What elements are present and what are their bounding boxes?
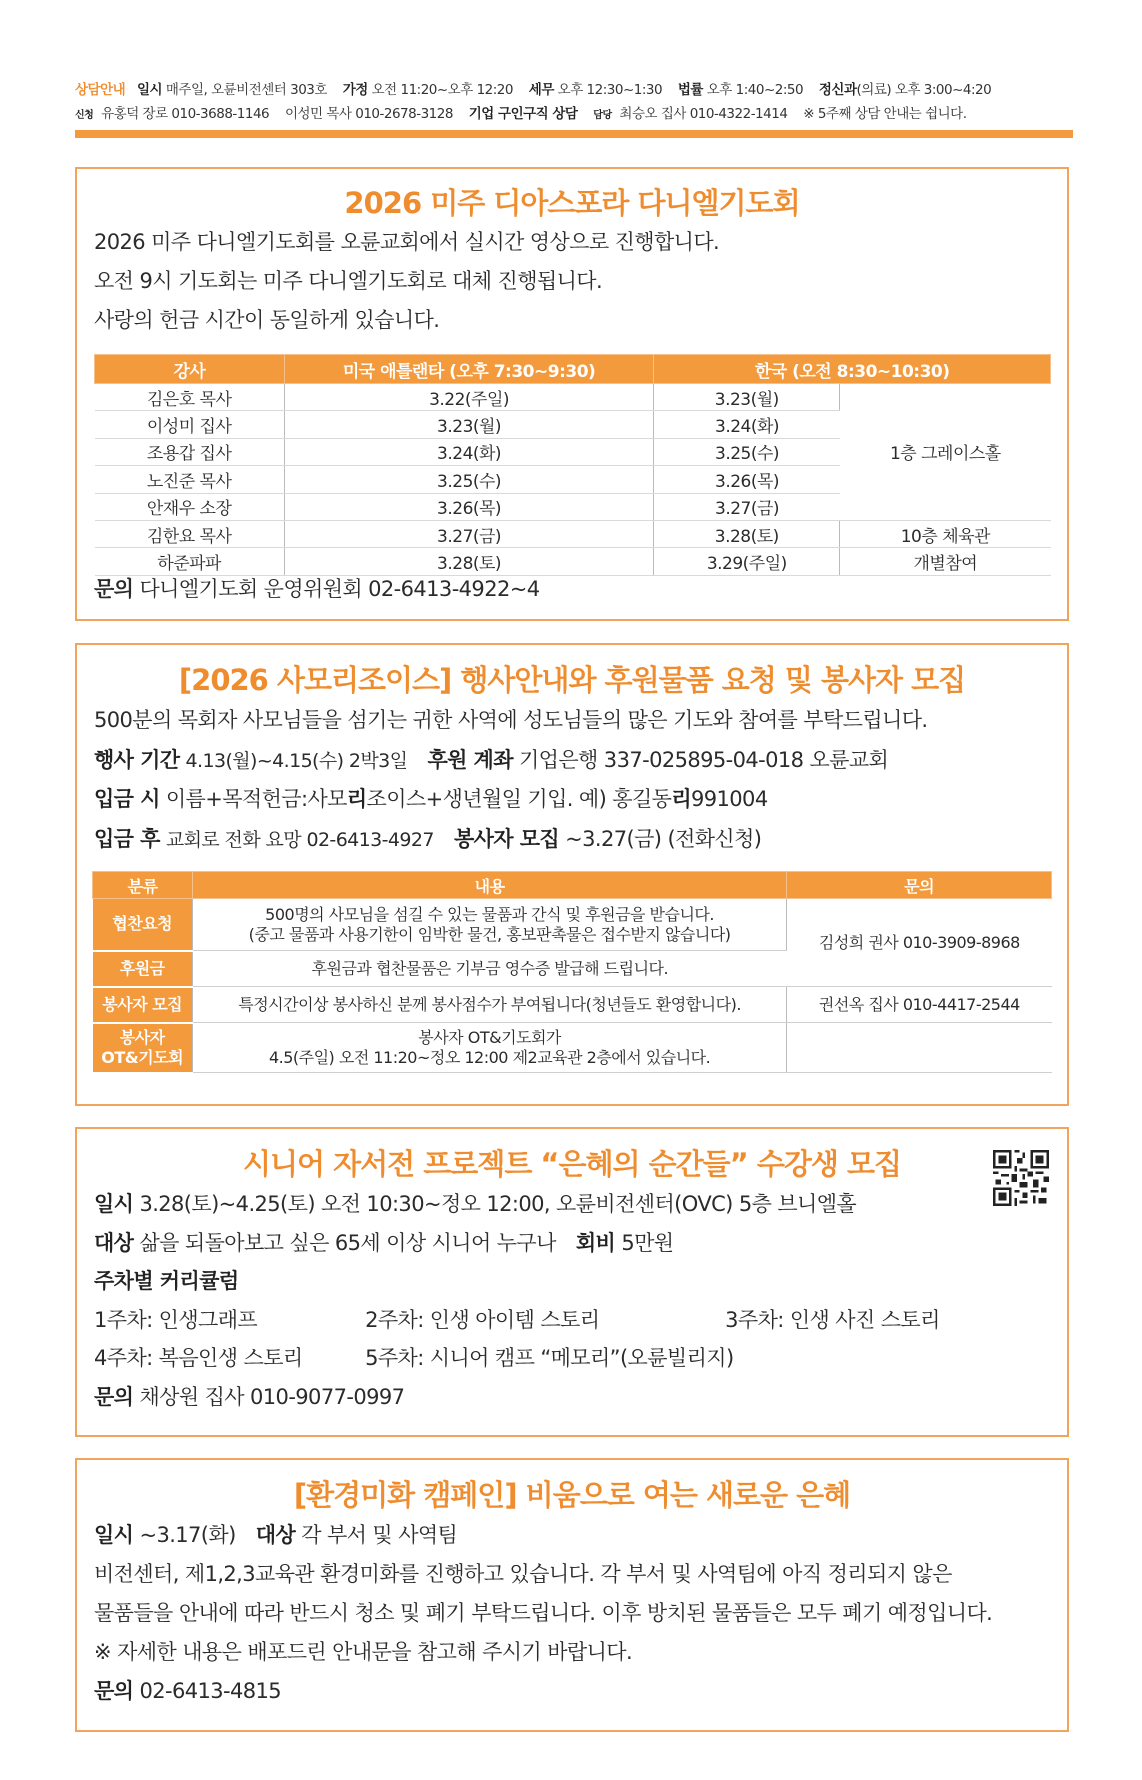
target-value: 각 부서 및 사역팀 [301,1523,458,1547]
job-label: 기업 구인구직 상담 [468,106,578,122]
category-cell: 협찬요청 [93,899,193,951]
date-value: ~3.17(화) [139,1523,236,1547]
speaker-cell: 하준파파 [95,548,285,575]
deposit-label: 입금 시 [94,787,160,811]
job-tag: 담당 [593,110,612,121]
memoir-curriculum-heading [77,1262,1067,1301]
us-date-cell: 3.28(토) [284,548,654,575]
deposit-text: 이름+목적헌금:사모 [165,787,347,811]
cleanup-campaign-box [75,1458,1069,1732]
samorejoice-intro: 500분의 목회자 사모님들을 섬기는 귀한 사역에 성도님들의 많은 기도와 참여를 부탁드립니다. [94,708,928,732]
kr-date-cell: 3.24(화) [654,411,840,438]
speaker-cell: 조용갑 집사 [95,438,285,465]
speaker-cell: 안재우 소장 [95,493,285,520]
week-item: 5주차: 시니어 캠프 “메모리”(오륜빌리지) [365,1346,734,1371]
category-line: OT&기도회 [101,1047,184,1067]
table-header-row [95,355,1051,384]
table-row [95,520,1051,547]
period-label: 행사 기간 [94,747,180,772]
target-label: 대상 [255,1523,296,1547]
category-line: 봉사자 [119,1027,165,1047]
header-kr: 한국 (오전 8:30~10:30) [654,355,1051,384]
apply-label: 신청 [75,110,94,121]
schedule-value: 매주일, 오륜비전센터 303호 [165,82,327,98]
after-value: 교회로 전화 요망 02-6413-4927 [165,828,434,851]
us-date-cell: 3.23(월) [284,411,654,438]
memoir-target [77,1224,1067,1263]
kr-date-cell: 3.23(월) [654,384,840,411]
cleanup-line-3: ※ 자세한 내용은 배포드린 안내문을 참고해 주시기 바랍니다. [94,1640,633,1664]
samorejoice-title: [2026 사모리조이스] 행사안내와 후원물품 요청 및 봉사자 모집 [178,663,966,697]
content-line: (중고 물품과 사용기한이 임박한 물건, 홍보판촉물은 접수받지 않습니다) [248,924,731,944]
memoir-weeks-row-1 [77,1301,1067,1340]
category-cell [93,1023,193,1073]
counseling-line-1 [75,78,1070,102]
fee-value: 5만원 [621,1230,674,1255]
cleanup-line-1: 비전센터, 제1,2,3교육관 환경미화를 진행하고 있습니다. 각 부서 및 사역팀에 아직 정리되지 않은 [94,1562,952,1586]
memoir-contact [77,1378,1067,1417]
senior-memoir-title: 시니어 자서전 프로젝트 “은혜의 순간들” 수강생 모집 [243,1147,901,1181]
header-us: 미국 애틀랜타 (오후 7:30~9:30) [284,355,654,384]
us-date-cell: 3.26(목) [284,493,654,520]
apply-contact-1: 유홍덕 장로 010-3688-1146 [101,106,270,122]
memoir-weeks-row-2 [77,1339,1067,1378]
daniel-line-1: 2026 미주 다니엘기도회를 오륜교회에서 실시간 영상으로 진행합니다. [94,230,720,254]
table-row [95,384,1051,411]
table-header-row [93,872,1052,899]
kr-date-cell: 3.29(주일) [654,548,840,575]
us-date-cell: 3.25(수) [284,466,654,493]
account-label: 후원 계좌 [427,747,513,772]
daniel-schedule-table [94,354,1051,576]
family-label: 가정 [342,82,368,98]
content-cell [192,1023,786,1073]
cleanup-title: [환경미화 캠페인] 비움으로 여는 새로운 은혜 [293,1478,851,1512]
table-row [93,1023,1052,1073]
table-row [93,987,1052,1023]
content-cell: 특정시간이상 봉사하신 분께 봉사점수가 부여됩니다(청년들도 환영합니다). [192,987,786,1023]
week-item: 2주차: 인생 아이템 스토리 [365,1307,600,1332]
samorejoice-after [77,820,1067,860]
law-time: 오후 1:40~2:50 [706,82,804,98]
venue-cell-gym: 10층 체육관 [840,520,1051,547]
contact-value: 채상원 집사 010-9077-0997 [139,1384,405,1409]
speaker-cell: 김한요 목사 [95,520,285,547]
tax-time: 오후 12:30~1:30 [557,82,663,98]
daniel-contact [94,573,539,603]
counseling-label: 상담안내 [75,82,126,98]
contact-cell: 김성희 권사 010-3909-8968 [787,899,1052,987]
target-label: 대상 [94,1230,134,1255]
cleanup-line-2: 물품들을 안내에 따라 반드시 청소 및 폐기 부탁드립니다. 이후 방치된 물품들은 모두 폐기 예정입니다. [94,1601,993,1625]
kr-date-cell: 3.25(수) [654,438,840,465]
deposit-emph: 리 [346,787,367,811]
senior-memoir-box [75,1127,1069,1437]
header-contact: 문의 [787,872,1052,899]
volunteer-value: ~3.27(금) (전화신청) [565,826,762,851]
week-item: 4주차: 복음인생 스토리 [94,1346,303,1371]
job-contact: 최승오 집사 010-4322-1414 [619,106,788,122]
volunteer-label: 봉사자 모집 [453,826,560,851]
contact-value: 02-6413-4815 [139,1679,282,1703]
counseling-info-bar [75,78,1070,126]
content-line: 500명의 사모님을 섬길 수 있는 물품과 간식 및 후원금을 받습니다. [265,904,714,924]
orange-divider [75,130,1073,138]
samorejoice-period [77,741,1067,781]
samorejoice-table [92,871,1052,1074]
contact-value: 다니엘기도회 운영위원회 02-6413-4922~4 [139,577,540,601]
schedule-label: 일시 [136,82,163,98]
after-label: 입금 후 [94,826,160,851]
table-row [95,548,1051,575]
category-cell: 후원금 [93,951,193,987]
us-date-cell: 3.22(주일) [284,384,654,411]
speaker-cell: 이성미 집사 [95,411,285,438]
us-date-cell: 3.24(화) [284,438,654,465]
table-row [93,899,1052,951]
content-line: 봉사자 OT&기도회가 [418,1027,561,1047]
header-content: 내용 [192,872,786,899]
venue-cell-individual: 개별참여 [840,548,1051,575]
mental-time: (의료) 오후 3:00~4:20 [856,82,992,98]
week-item: 3주차: 인생 사진 스토리 [725,1307,940,1332]
content-line: 4.5(주일) 오전 11:20~정오 12:00 제2교육관 2층에서 있습니다. [268,1047,711,1067]
deposit-text: 991004 [691,787,768,811]
kr-date-cell: 3.27(금) [654,493,840,520]
header-category: 분류 [93,872,193,899]
speaker-cell: 김은호 목사 [95,384,285,411]
deposit-emph: 리 [671,787,692,811]
speaker-cell: 노진준 목사 [95,466,285,493]
mental-label: 정신과 [818,82,857,98]
kr-date-cell: 3.26(목) [654,466,840,493]
cleanup-date [77,1516,1067,1555]
week-item: 1주차: 인생그래프 [94,1307,258,1332]
family-time: 오전 11:20~오후 12:20 [371,82,513,98]
daniel-prayer-title: 2026 미주 디아스포라 다니엘기도회 [344,186,800,220]
daniel-prayer-box [75,167,1069,621]
venue-cell: 1층 그레이스홀 [840,384,1051,521]
memoir-date [77,1185,1067,1224]
curriculum-label: 주차별 커리큘럼 [94,1269,239,1294]
cleanup-contact [77,1672,1067,1711]
content-cell [192,899,786,951]
law-label: 법률 [677,82,703,98]
period-value: 4.13(월)~4.15(수) 2박3일 [185,749,408,772]
date-label: 일시 [94,1523,134,1547]
apply-contact-2: 이성민 목사 010-2678-3128 [284,106,453,122]
date-label: 일시 [94,1192,134,1216]
samorejoice-deposit [77,780,1067,820]
target-value: 삶을 되돌아보고 싶은 65세 이상 시니어 누구나 [139,1230,556,1255]
daniel-line-3: 사랑의 헌금 시간이 동일하게 있습니다. [94,308,440,332]
contact-cell-empty [787,1023,1052,1073]
contact-label: 문의 [94,577,134,601]
counseling-note: ※ 5주째 상담 안내는 쉽니다. [803,106,967,122]
kr-date-cell: 3.28(토) [654,520,840,547]
daniel-line-2: 오전 9시 기도회는 미주 다니엘기도회로 대체 진행됩니다. [94,269,603,293]
samorejoice-box [75,643,1069,1106]
tax-label: 세무 [528,82,554,98]
account-value: 기업은행 337-025895-04-018 오륜교회 [518,747,889,772]
fee-label: 회비 [575,1230,616,1255]
counseling-line-2 [75,102,1070,126]
category-cell: 봉사자 모집 [93,987,193,1023]
us-date-cell: 3.27(금) [284,520,654,547]
contact-cell: 권선옥 집사 010-4417-2544 [787,987,1052,1023]
contact-label: 문의 [94,1679,134,1703]
content-cell: 후원금과 협찬물품은 기부금 영수증 발급해 드립니다. [192,951,786,987]
header-speaker: 강사 [95,355,285,384]
deposit-text: 조이스+생년월일 기입. 예) 홍길동 [366,787,672,811]
contact-label: 문의 [94,1384,134,1409]
date-value: 3.28(토)~4.25(토) 오전 10:30~정오 12:00, 오륜비전센터(OVC) 5층 브니엘홀 [139,1192,857,1216]
